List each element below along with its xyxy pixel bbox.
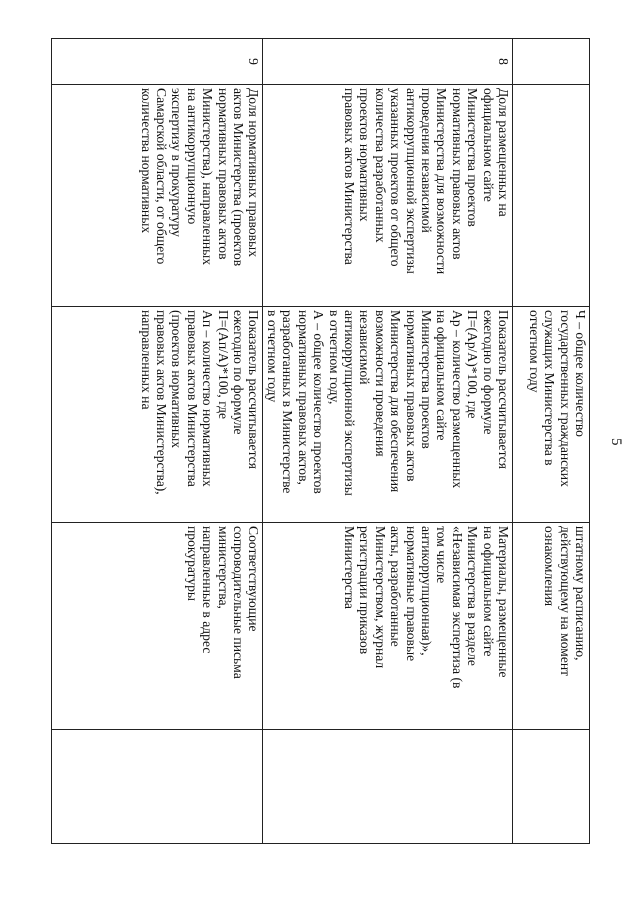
cell-text-line: антикоррупционной экспертизы — [403, 88, 419, 274]
cell-text-line: Доля размещенных на — [496, 88, 511, 217]
cell-text-line: ознакомления — [542, 526, 558, 607]
cell-text-line: штатному расписанию, — [573, 526, 588, 661]
cell-text-line: Министерства для возможности — [434, 88, 450, 275]
cell-text-line: экспертизу в прокуратуру — [169, 88, 185, 237]
cell-text-line: Самарской области, от общего — [154, 88, 170, 265]
cell-text-line: нормативных правовых актов — [215, 88, 231, 260]
indicator-cell — [513, 85, 590, 307]
cell-text-line: А – общее количество проектов — [311, 310, 327, 494]
row-number-cell: 8 — [263, 39, 513, 85]
cell-text-line: в отчетном году, — [326, 310, 342, 405]
cell-text-line: направленные в адрес — [200, 526, 216, 654]
source-cell — [513, 523, 590, 730]
cell-text-line: Материалы, размещенные — [496, 526, 511, 678]
source-cell — [263, 523, 513, 730]
cell-text-line: Министерства — [341, 526, 357, 609]
cell-text-line: Показатель рассчитывается — [496, 310, 511, 469]
cell-text-line: служащих Министерства в — [542, 310, 558, 466]
cell-text-line: Министерства проектов — [465, 88, 481, 227]
indicators-table — [52, 38, 591, 844]
cell-text-line: акты, разработанные — [388, 526, 404, 647]
note-cell — [52, 730, 263, 844]
cell-text-line: Министерства в разделе — [465, 526, 481, 666]
cell-text-line: (проектов нормативных — [169, 310, 185, 449]
cell-text-line: правовых актов Министерства — [341, 88, 357, 265]
cell-text-line: «Независимая экспертиза (в — [449, 526, 465, 689]
cell-text-line: разработанных в Министерстве — [280, 310, 296, 494]
cell-text-line: нормативных правовых актов — [403, 310, 419, 482]
cell-text-line: указанных проектов от общего — [388, 88, 404, 267]
cell-text-line: отчетном году — [526, 310, 542, 393]
note-cell — [513, 730, 590, 844]
cell-text-line: Ап – количество нормативных — [200, 310, 216, 487]
cell-text-line: на официальном сайте — [480, 526, 496, 657]
cell-text-line: антикоррупционной экспертизы — [341, 310, 357, 496]
method-cell — [52, 307, 263, 523]
cell-text-line: Министерства для обеспечения — [388, 310, 404, 493]
cell-text-line: в отчетном году — [264, 310, 280, 403]
cell-text-line: актов Министерства (проектов — [231, 88, 247, 267]
cell-text-line: Ч – общее количество — [573, 310, 588, 437]
cell-text-line: ежегодно по формуле — [231, 310, 247, 435]
cell-text-line: том числе — [434, 526, 450, 584]
cell-text-line: Министерства проектов — [418, 310, 434, 449]
cell-text-line: Показатель рассчитывается — [246, 310, 262, 469]
cell-text-line: количества нормативных — [138, 88, 154, 234]
cell-text-line: регистрации приказов — [357, 526, 373, 655]
cell-text-line: министерства, — [215, 526, 231, 609]
method-cell — [513, 307, 590, 523]
cell-text-line: проведения независимой — [418, 88, 434, 233]
cell-text-line: прокуратуры — [184, 526, 200, 602]
row-number-cell — [513, 39, 590, 85]
cell-text-line: на официальном сайте — [434, 310, 450, 441]
cell-text-line: нормативных правовых актов — [449, 88, 465, 260]
table-row-continuation — [513, 39, 590, 844]
table-row-8 — [263, 39, 513, 844]
indicator-cell — [52, 85, 263, 307]
cell-text-line: правовых актов Министерства), — [154, 310, 170, 495]
table-row-9 — [52, 39, 263, 844]
cell-text-line: Соответствующие — [246, 526, 262, 632]
cell-text-line: направленных на — [138, 310, 154, 410]
cell-text-line: Министерством, журнал — [372, 526, 388, 669]
cell-text-line: нормативных правовых актов, — [295, 310, 311, 485]
cell-text-line: Ар – количество размещенных — [449, 310, 465, 489]
cell-text-line: антикоррупционная)», — [418, 526, 434, 656]
method-cell — [263, 307, 513, 523]
cell-text-line: на антикоррупционную — [184, 88, 200, 225]
row-number-cell: 9 — [52, 39, 263, 85]
cell-text-line: нормативные правовые — [403, 526, 419, 662]
note-cell — [263, 730, 513, 844]
page-number: 5 — [608, 438, 624, 446]
cell-text-line: сопроводительные письма — [231, 526, 247, 679]
cell-text-line: количества разработанных — [372, 88, 388, 243]
cell-text-line: П=(Ап/А)*100, где — [215, 310, 231, 420]
cell-text-line: проектов нормативных — [357, 88, 373, 222]
cell-text-line: Доля нормативных правовых — [246, 88, 262, 257]
cell-text-line: правовых актов Министерства — [184, 310, 200, 487]
cell-text-line: ежегодно по формуле — [480, 310, 496, 435]
cell-text-line: возможности проведения — [372, 310, 388, 457]
cell-text-line: независимой — [357, 310, 373, 385]
cell-text-line: действующему на момент — [557, 526, 573, 677]
indicator-cell — [263, 85, 513, 307]
cell-text-line: официальном сайте — [480, 88, 496, 202]
cell-text-line: Министерства), направленных — [200, 88, 216, 266]
source-cell — [52, 523, 263, 730]
cell-text-line: государственных гражданских — [557, 310, 573, 487]
cell-text-line: П=(Ар/А)*100, где — [465, 310, 481, 419]
